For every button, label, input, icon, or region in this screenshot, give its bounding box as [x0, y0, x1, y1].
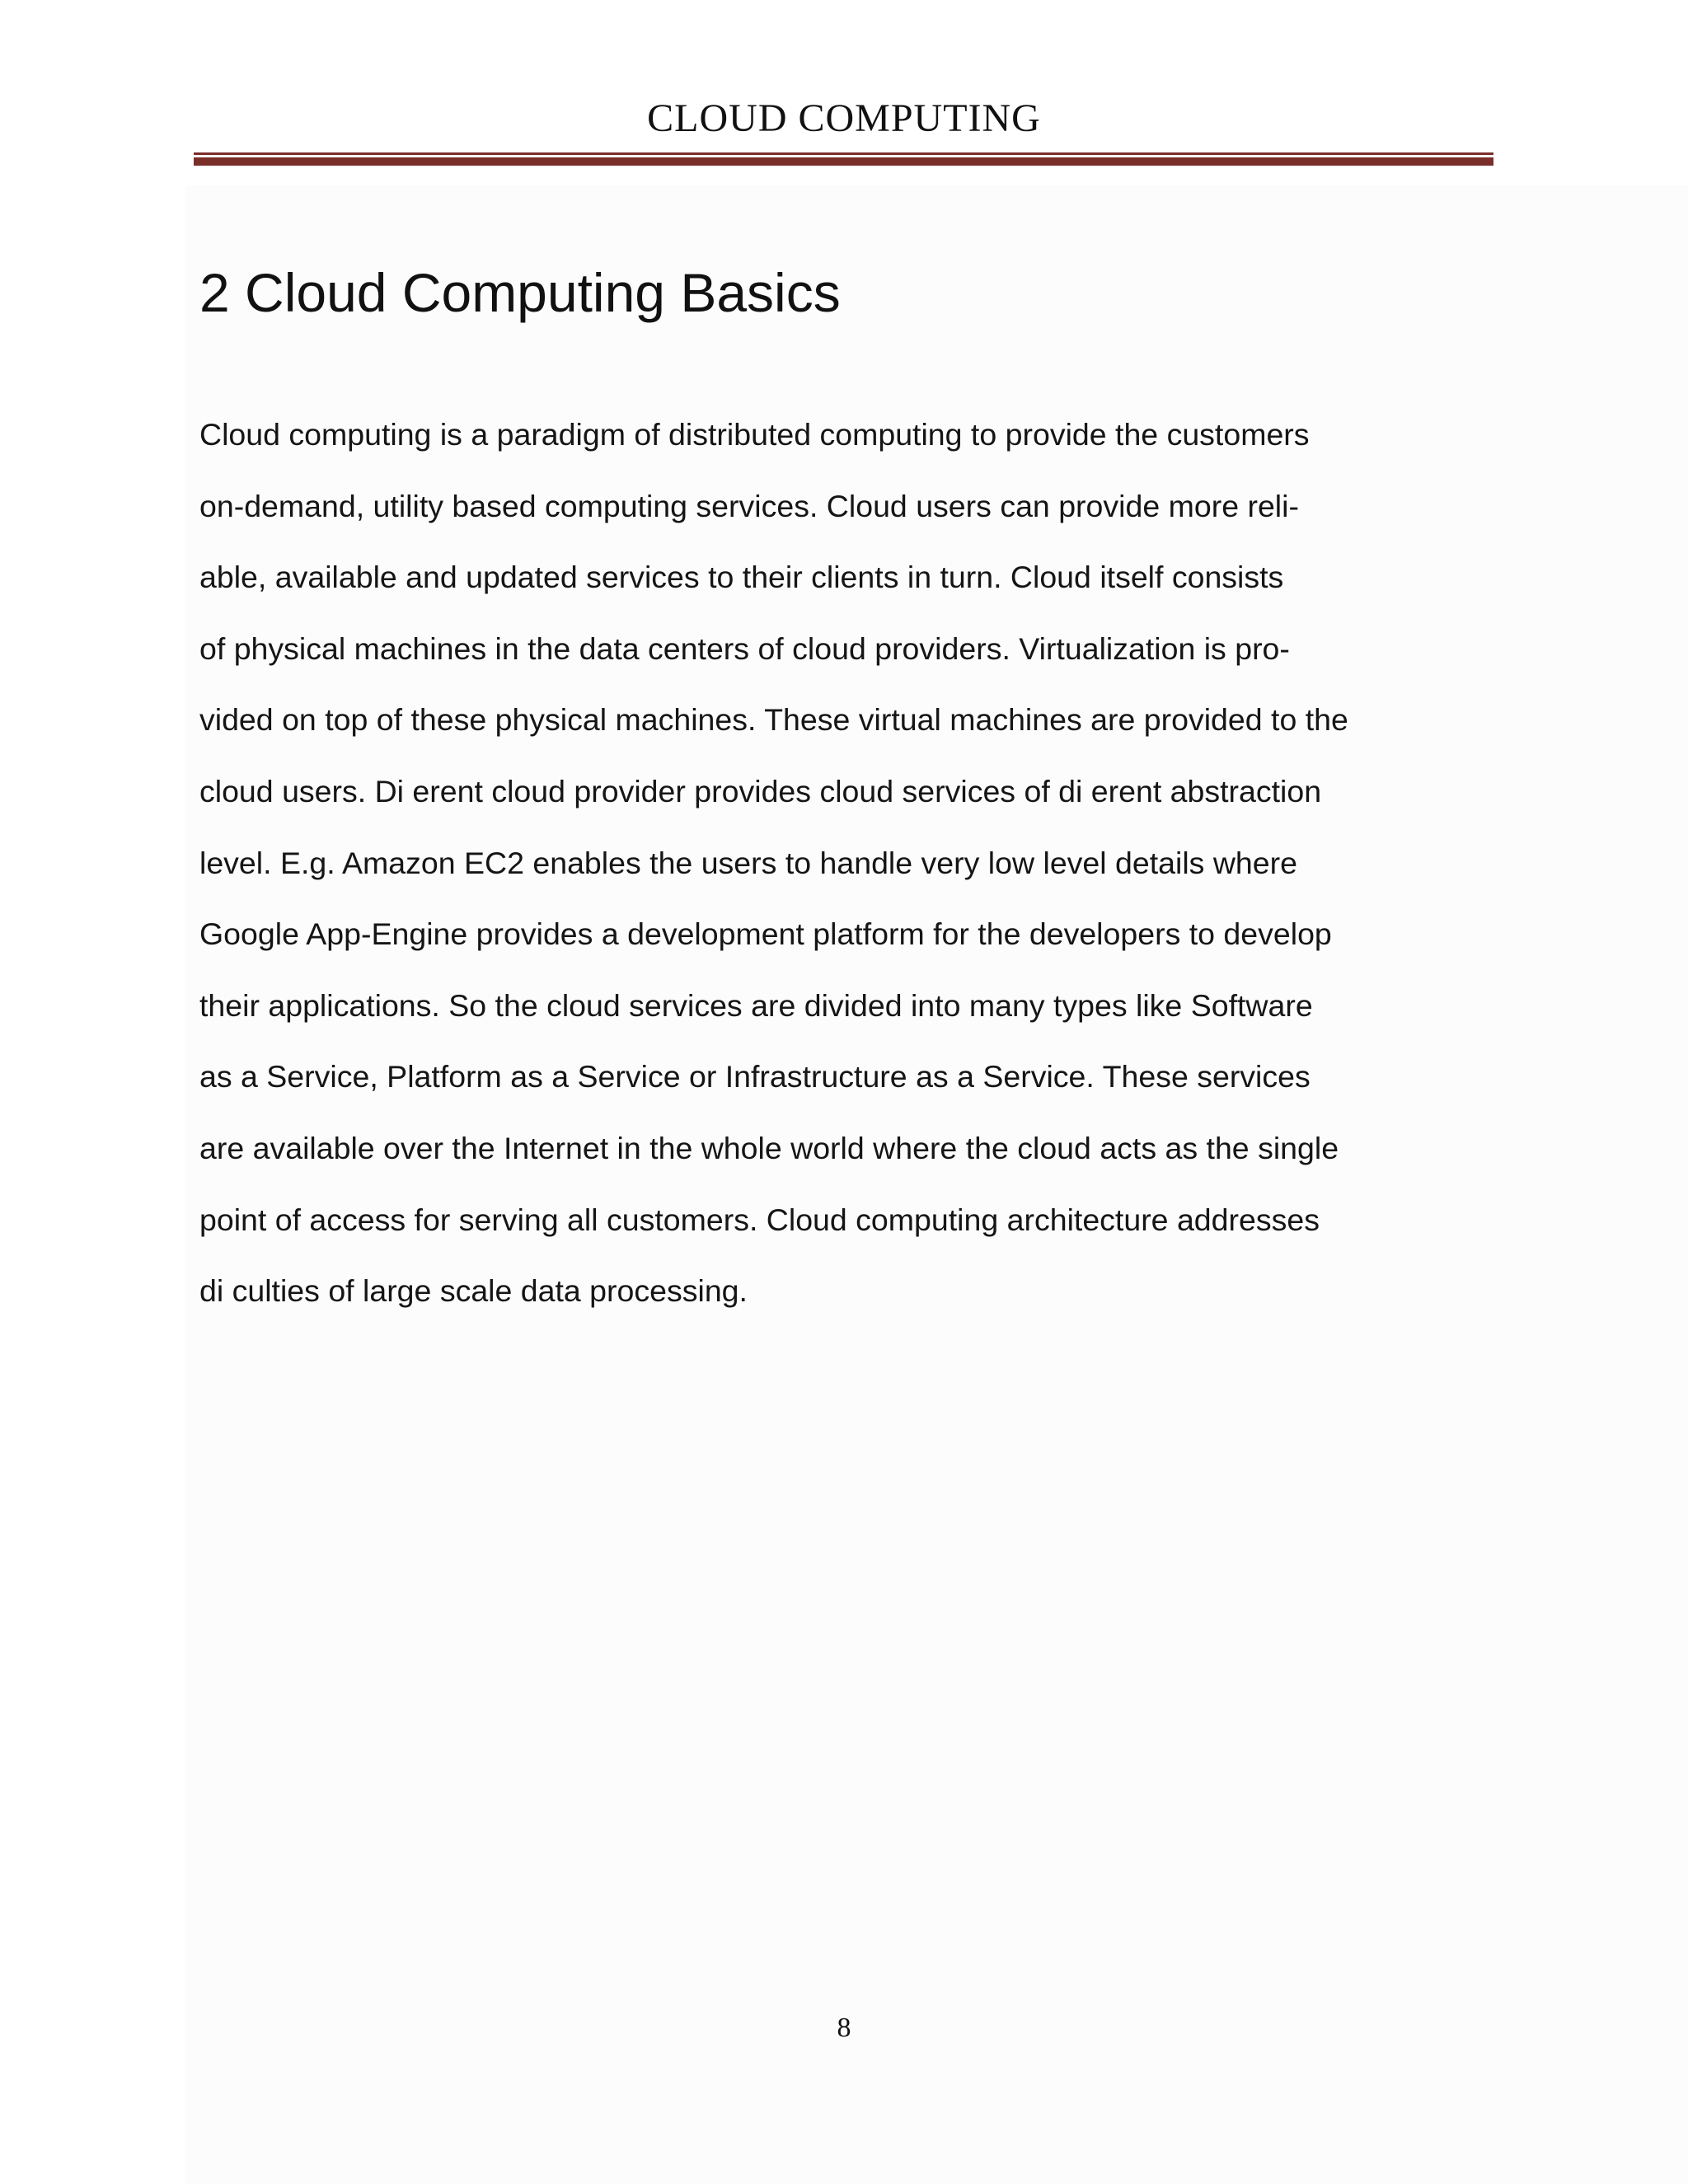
body-line: of physical machines in the data centers of cloud providers. Virtualization is pro- [199, 630, 1290, 666]
section-title: 2 Cloud Computing Basics [199, 262, 841, 323]
body-line: their applications. So the cloud services are divided into many types like Software [199, 987, 1313, 1023]
body-line: are available over the Internet in the whole world where the cloud acts as the single [199, 1130, 1339, 1165]
body-line: di culties of large scale data processing. [199, 1273, 748, 1309]
page-number: 8 [837, 2013, 851, 2043]
body-line: cloud users. Di erent cloud provider provides cloud services of di erent abstraction [199, 773, 1322, 808]
running-header: CLOUD COMPUTING [647, 96, 1041, 140]
body-line: able, available and updated services to their clients in turn. Cloud itself consists [199, 560, 1284, 595]
body-paragraph [199, 399, 1348, 1327]
body-line: vided on top of these physical machines. These virtual machines are provided to the [199, 702, 1348, 738]
header-rule-thick [194, 157, 1493, 166]
body-line: level. E.g. Amazon EC2 enables the users to handle very low level details where [199, 845, 1297, 880]
body-line: on-demand, utility based computing services. Cloud users can provide more reli- [199, 488, 1299, 523]
body-line: Cloud computing is a paradigm of distributed computing to provide the customers [199, 417, 1310, 452]
body-line: Google App-Engine provides a development platform for the developers to develop [199, 916, 1332, 952]
body-line: point of access for serving all customers. Cloud computing architecture addresses [199, 1202, 1320, 1237]
body-line: as a Service, Platform as a Service or Infrastructure as a Service. These services [199, 1059, 1311, 1094]
header-rule-thin [194, 152, 1493, 155]
